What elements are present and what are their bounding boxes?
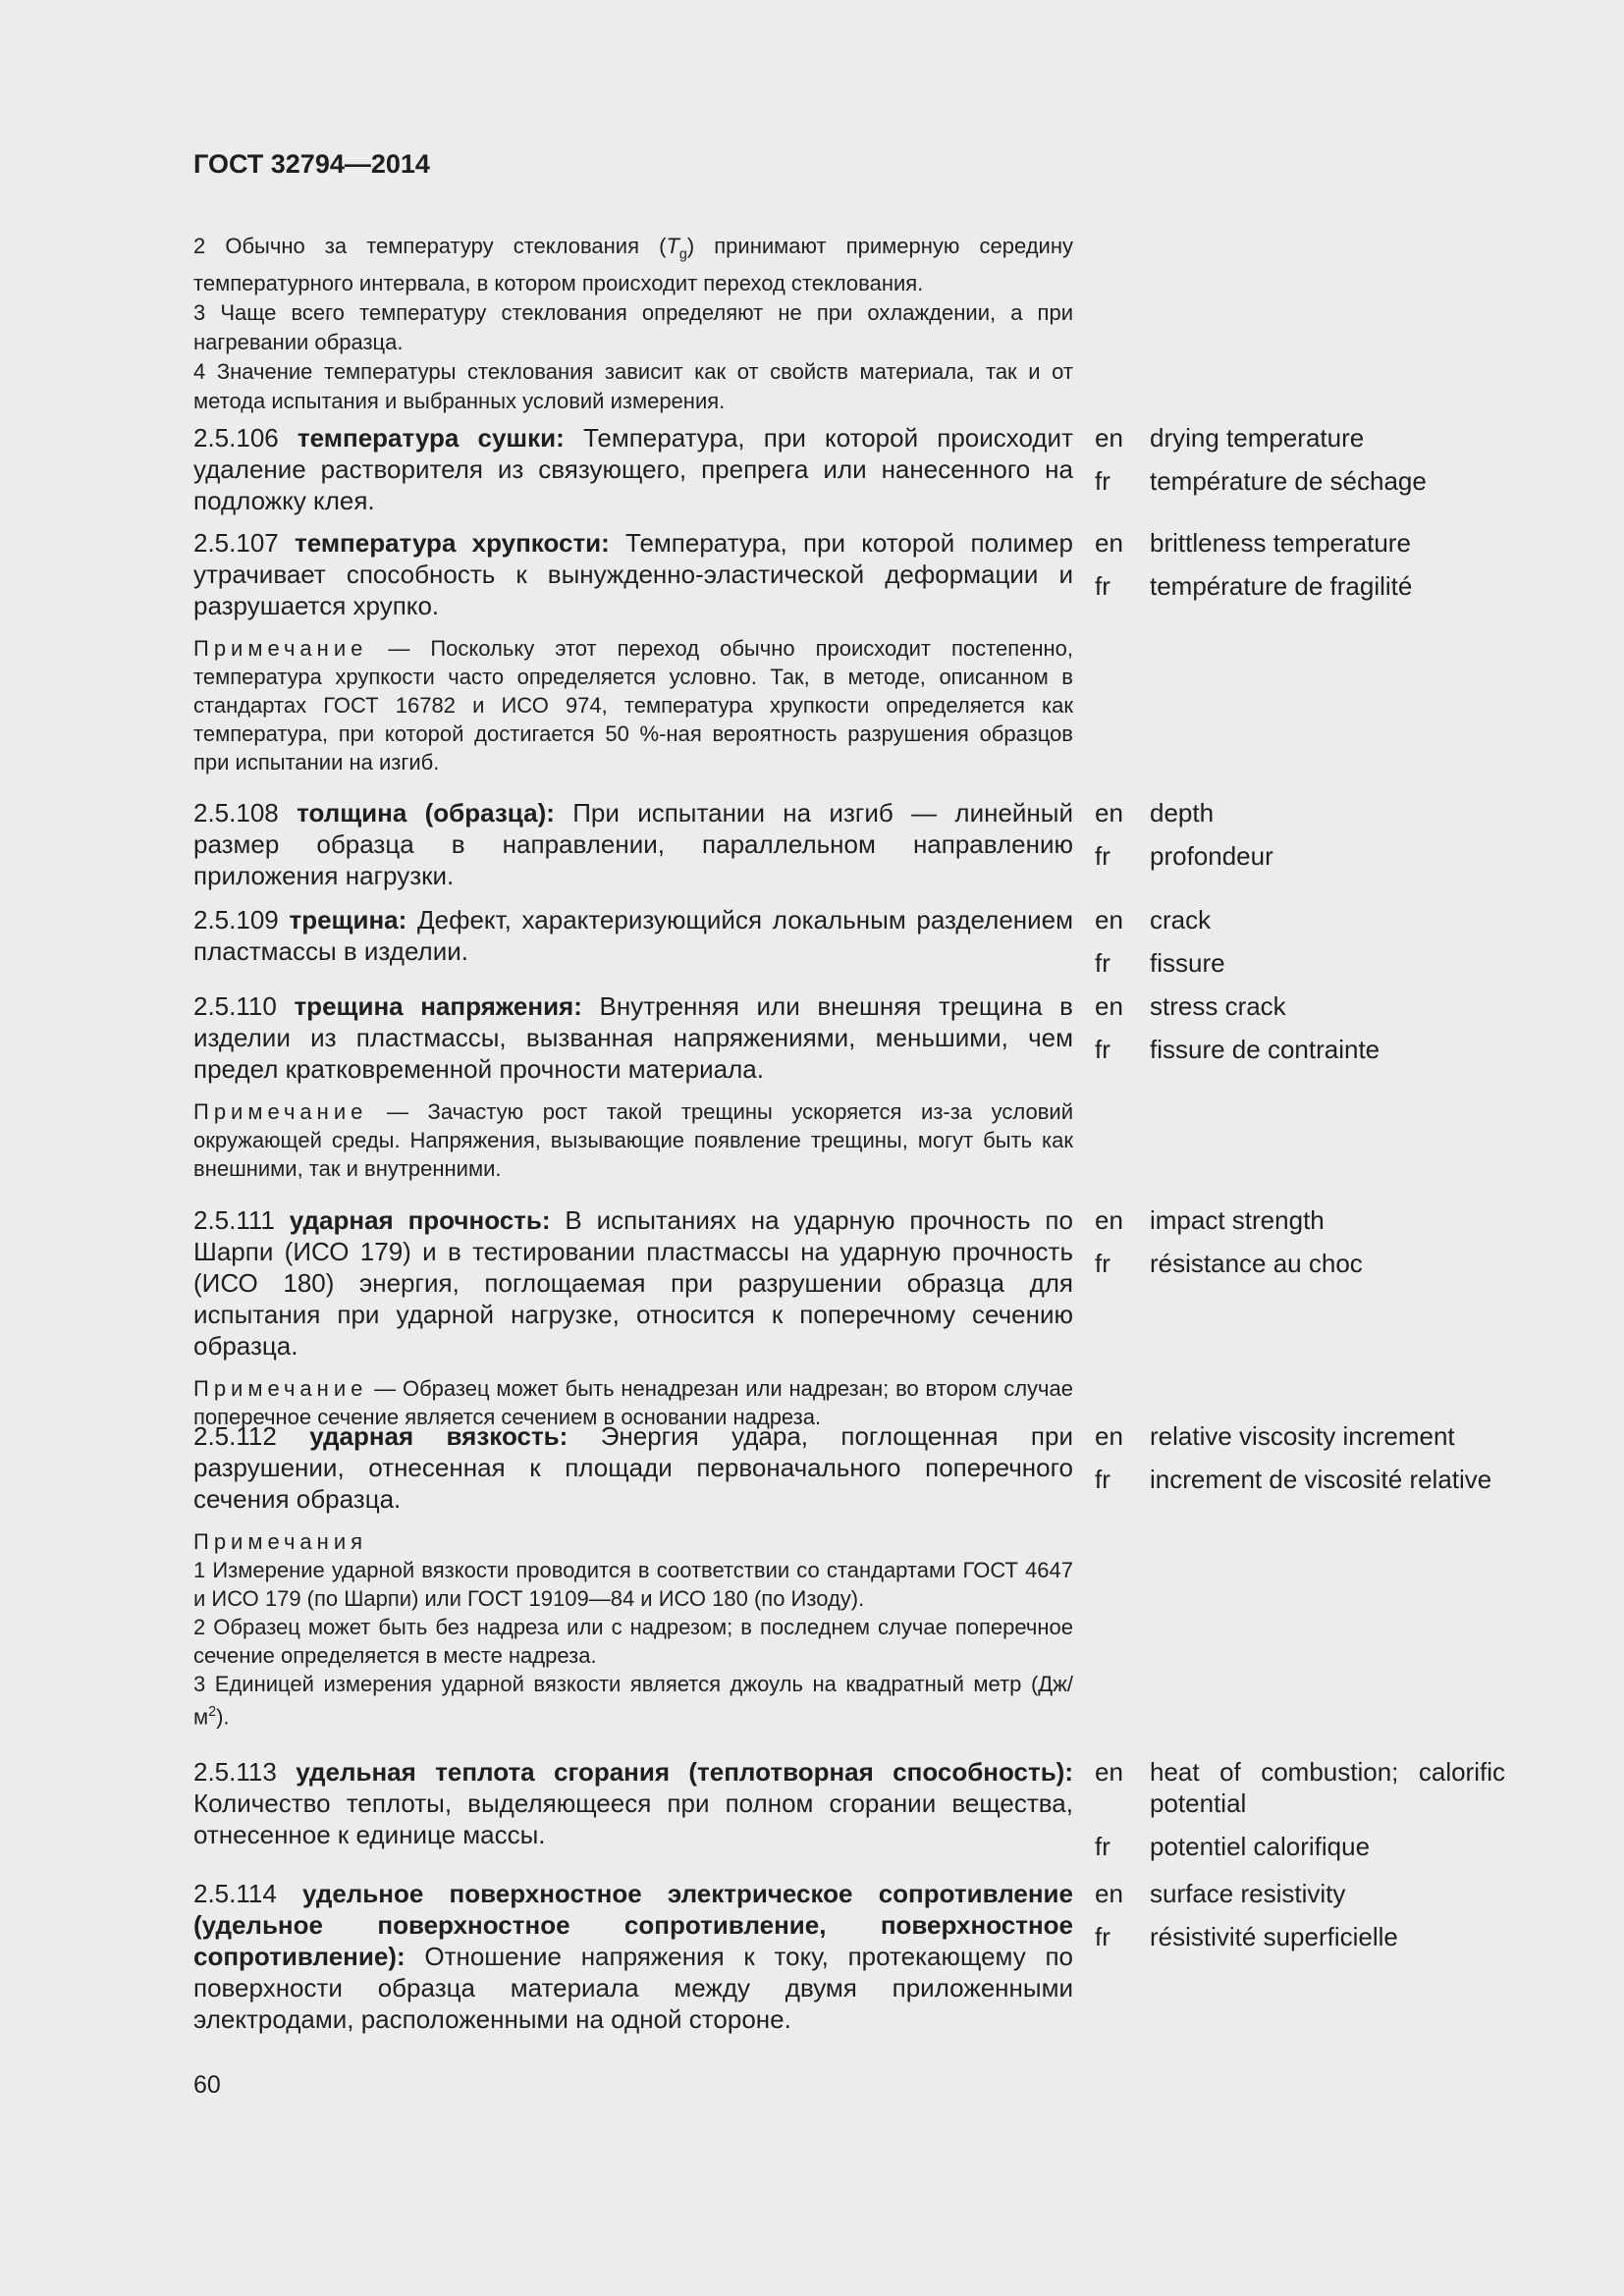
french-equivalent: température de séchage: [1150, 466, 1427, 496]
intro-note-4: 4 Значение температуры стеклования зависит как от свойств материала, так и от метода испытания и выбранных условий измерения.: [193, 359, 1073, 414]
term-definition: Температура, при которой происходит удаление растворителя из связующего, препрега или нанесенного на подложку клея.: [193, 423, 1073, 515]
lang-code: fr: [1095, 571, 1110, 601]
english-equivalent: stress crack: [1150, 991, 1286, 1021]
lang-code: en: [1095, 991, 1123, 1021]
term-definition: Энергия удара, поглощенная при разрушении, отнесенная к площади первоначального поперечного сечения образца.: [193, 1421, 1073, 1514]
notes-title: Примечания: [193, 1529, 368, 1554]
english-equivalent: crack: [1150, 905, 1212, 934]
term-entry: [193, 1756, 1073, 1850]
french-equivalent: profondeur: [1150, 841, 1273, 871]
term-title: удельная теплота сгорания (теплотворная способность):: [296, 1757, 1073, 1787]
term-number: 2.5.112: [193, 1421, 277, 1451]
term-number: 2.5.106: [193, 423, 279, 453]
term-entry: [193, 797, 1073, 891]
intro-note-3: 3 Чаще всего температуру стеклования определяют не при охлаждении, а при нагревании образца.: [193, 300, 1073, 355]
term-number: 2.5.111: [193, 1205, 275, 1235]
french-equivalent: résistance au choc: [1150, 1249, 1363, 1278]
term-entry: [193, 1878, 1073, 2035]
term-entry: [193, 1420, 1073, 1731]
term-title: трещина:: [289, 905, 407, 934]
english-equivalent: brittleness temperature: [1150, 528, 1411, 558]
lang-code: fr: [1095, 1832, 1110, 1861]
english-equivalent: depth: [1150, 798, 1215, 828]
term-title: температура хрупкости:: [294, 528, 610, 558]
term-number: 2.5.110: [193, 991, 277, 1021]
note-item: 1 Измерение ударной вязкости проводится в соответствии со стандартами ГОСТ 4647 и ИСО 179 (по Шарпи) или ГОСТ 19109—84 и ИСО 180 (по Изоду).: [193, 1558, 1073, 1611]
lang-code: en: [1095, 1879, 1123, 1908]
lang-code: en: [1095, 905, 1123, 934]
term-equivalents: [1095, 990, 1505, 1077]
term-definition: При испытании на изгиб — линейный размер образца в направлении, параллельном направлению приложения нагрузки.: [193, 798, 1074, 890]
lang-code: fr: [1095, 1465, 1110, 1494]
english-equivalent: heat of combustion; calorific potential: [1150, 1757, 1505, 1818]
term-note: Примечание — Поскольку этот переход обычно происходит постепенно, температура хрупкости часто определяется условно. Так, в методе, описанном в стандартах ГОСТ 16782 и ИСО 974, температура хрупкости определяется как температура, при которой достигается 50 %-ная вероятность разрушения образцов при испытании на изгиб.: [193, 636, 1073, 774]
lang-code: fr: [1095, 466, 1110, 496]
term-number: 2.5.109: [193, 905, 279, 934]
french-equivalent: fissure: [1150, 948, 1225, 978]
lang-code: en: [1095, 1421, 1123, 1451]
lang-code: en: [1095, 423, 1123, 453]
term-equivalents: [1095, 1204, 1505, 1291]
term-title: ударная прочность:: [289, 1205, 551, 1235]
intro-notes: [193, 232, 1073, 416]
term-entry: [193, 1204, 1073, 1431]
lang-code: en: [1095, 798, 1123, 828]
french-equivalent: fissure de contrainte: [1150, 1035, 1380, 1064]
document-header: ГОСТ 32794—2014: [193, 149, 430, 179]
english-equivalent: surface resistivity: [1150, 1879, 1346, 1908]
page-number: 60: [193, 2071, 221, 2099]
term-definition: В испытаниях на ударную прочность по Шарпи (ИСО 179) и в тестировании пластмассы на ударную прочность (ИСО 180) энергия, поглощаемая при разрушении образца для испытания при ударной нагрузке, относится к поперечному сечению образца.: [193, 1205, 1073, 1361]
term-title: температура сушки:: [297, 423, 565, 453]
term-title: ударная вязкость:: [309, 1421, 568, 1451]
lang-code: en: [1095, 528, 1123, 558]
term-equivalents: [1095, 527, 1505, 614]
french-equivalent: potentiel calorifique: [1150, 1832, 1371, 1861]
term-entry: [193, 527, 1073, 776]
term-entry: [193, 422, 1073, 516]
intro-note-2: 2 Обычно за температуру стеклования $(T_g)$ принимают примерную середину температурного интервала, в котором происходит переход стеклования.: [193, 234, 1073, 296]
term-entry: [193, 990, 1073, 1183]
note-item: 3 Единицей измерения ударной вязкости является джоуль на квадратный метр $(Дж/м^2)$.: [193, 1672, 1073, 1730]
term-equivalents: [1095, 797, 1505, 883]
term-definition: Дефект, характеризующийся локальным разделением пластмассы в изделии.: [193, 905, 1073, 966]
term-equivalents: [1095, 1756, 1505, 1874]
term-definition: Температура, при которой полимер утрачивает способность к вынужденно-эластической деформации и разрушается хрупко.: [193, 528, 1073, 620]
term-note: Примечание — Зачастую рост такой трещины ускоряется из-за условий окружающей среды. Напряжения, вызывающие появление трещины, могут быть как внешними, так и внутренними.: [193, 1099, 1073, 1181]
term-equivalents: [1095, 422, 1505, 508]
french-equivalent: résistivité superficielle: [1150, 1922, 1398, 1951]
term-number: 2.5.107: [193, 528, 279, 558]
term-number: 2.5.114: [193, 1879, 277, 1908]
english-equivalent: impact strength: [1150, 1205, 1325, 1235]
term-entry: [193, 904, 1073, 967]
term-equivalents: [1095, 1420, 1505, 1507]
french-equivalent: température de fragilité: [1150, 571, 1413, 601]
lang-code: fr: [1095, 1922, 1110, 1951]
term-number: 2.5.108: [193, 798, 279, 828]
term-notes: [193, 1527, 1073, 1731]
lang-code: fr: [1095, 948, 1110, 978]
term-definition: Внутренняя или внешняя трещина в изделии из пластмассы, вызванная напряжениями, меньшими, чем предел кратковременной прочности материала.: [193, 991, 1073, 1084]
term-equivalents: [1095, 1878, 1505, 1964]
term-definition: Количество теплоты, выделяющееся при полном сгорании вещества, отнесенное к единице массы.: [193, 1789, 1073, 1849]
term-number: 2.5.113: [193, 1757, 277, 1787]
english-equivalent: relative viscosity increment: [1150, 1421, 1455, 1451]
term-definition: Отношение напряжения к току, протекающему по поверхности образца материала между двумя приложенными электродами, расположенными на одной стороне.: [193, 1942, 1073, 2034]
lang-code: fr: [1095, 841, 1110, 871]
lang-code: en: [1095, 1205, 1123, 1235]
lang-code: fr: [1095, 1035, 1110, 1064]
term-equivalents: [1095, 904, 1505, 990]
lang-code: en: [1095, 1757, 1123, 1787]
term-title: толщина (образца):: [297, 798, 555, 828]
term-title: трещина напряжения:: [294, 991, 582, 1021]
note-item: 2 Образец может быть без надреза или с надрезом; в последнем случае поперечное сечение определяется в месте надреза.: [193, 1615, 1073, 1668]
term-title: удельное поверхностное электрическое сопротивление (удельное поверхностное сопротивление, поверхностное сопротивление):: [193, 1879, 1073, 1971]
lang-code: fr: [1095, 1249, 1110, 1278]
term-note: Примечание — Образец может быть ненадрезан или надрезан; во втором случае поперечное сечение является сечением в основании надреза.: [193, 1376, 1073, 1429]
english-equivalent: drying temperature: [1150, 423, 1365, 453]
french-equivalent: increment de viscosité relative: [1150, 1465, 1492, 1494]
